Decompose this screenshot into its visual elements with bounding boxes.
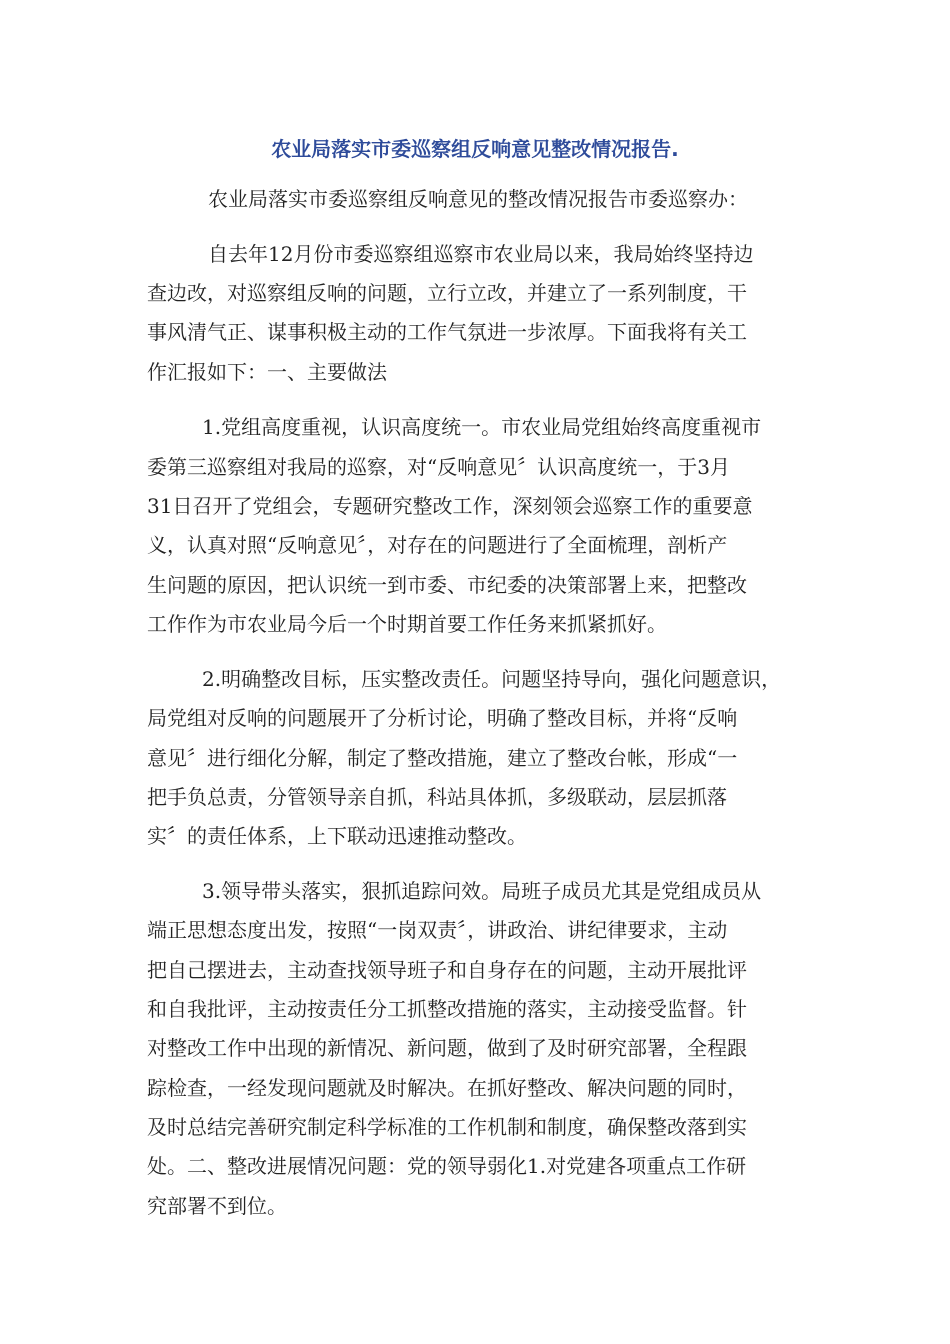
paragraph-line: 实〞的责任体系，上下联动迅速推动整改。 <box>147 824 527 848</box>
paragraph-line: 处。二、整改进展情况问题：党的领导弱化1.对党建各项重点工作研 <box>147 1154 747 1178</box>
paragraph-line: 1.党组高度重视，认识高度统一。市农业局党组始终高度重视市 <box>202 415 762 439</box>
paragraph-line: 事风清气正、谋事积极主动的工作气氛进一步浓厚。下面我将有关工 <box>147 320 747 344</box>
paragraph-line: 31日召开了党组会，专题研究整改工作，深刻领会巡察工作的重要意 <box>147 494 753 518</box>
paragraph-line: 局党组对反响的问题展开了分析讨论，明确了整改目标，并将“反响 <box>147 706 738 730</box>
paragraph-line: 把手负总责，分管领导亲自抓，科站具体抓，多级联动，层层抓落 <box>147 785 727 809</box>
paragraph-line: 对整改工作中出现的新情况、新问题，做到了及时研究部署，全程跟 <box>147 1036 747 1060</box>
paragraph-line: 生问题的原因，把认识统一到市委、市纪委的决策部署上来，把整改 <box>147 573 747 597</box>
paragraph-line: 端正思想态度出发，按照“一岗双责〞，讲政治、讲纪律要求，主动 <box>147 918 728 942</box>
paragraph-line: 踪检查，一经发现问题就及时解决。在抓好整改、解决问题的同时， <box>147 1076 747 1100</box>
document-title: 农业局落实市委巡察组反响意见整改情况报告. <box>271 137 679 161</box>
paragraph-line: 3.领导带头落实，狠抓追踪问效。局班子成员尤其是党组成员从 <box>202 879 762 903</box>
paragraph-line: 意见〞进行细化分解，制定了整改措施，建立了整改台帐，形成“一 <box>147 746 738 770</box>
paragraph-line: 作汇报如下：一、主要做法 <box>147 360 387 384</box>
paragraph-line: 究部署不到位。 <box>147 1194 287 1218</box>
intro-line: 农业局落实市委巡察组反响意见的整改情况报告市委巡察办： <box>208 187 748 211</box>
paragraph-line: 查边改，对巡察组反响的问题，立行立改，并建立了一系列制度，干 <box>147 281 747 305</box>
paragraph-line: 义，认真对照“反响意见〞，对存在的问题进行了全面梳理，剖析产 <box>147 533 728 557</box>
paragraph-line: 和自我批评，主动按责任分工抓整改措施的落实，主动接受监督。针 <box>147 997 747 1021</box>
paragraph-line: 委第三巡察组对我局的巡察，对“反响意见〞认识高度统一，于3月 <box>147 455 730 479</box>
paragraph-line: 把自己摆进去，主动查找领导班子和自身存在的问题，主动开展批评 <box>147 958 747 982</box>
paragraph-line: 工作作为市农业局今后一个时期首要工作任务来抓紧抓好。 <box>147 612 667 636</box>
paragraph-line: 自去年12月份市委巡察组巡察市农业局以来，我局始终坚持边 <box>208 242 754 266</box>
paragraph-line: 及时总结完善研究制定科学标准的工作机制和制度，确保整改落到实 <box>147 1115 747 1139</box>
paragraph-line: 2.明确整改目标，压实整改责任。问题坚持导向，强化问题意识， <box>202 667 782 691</box>
